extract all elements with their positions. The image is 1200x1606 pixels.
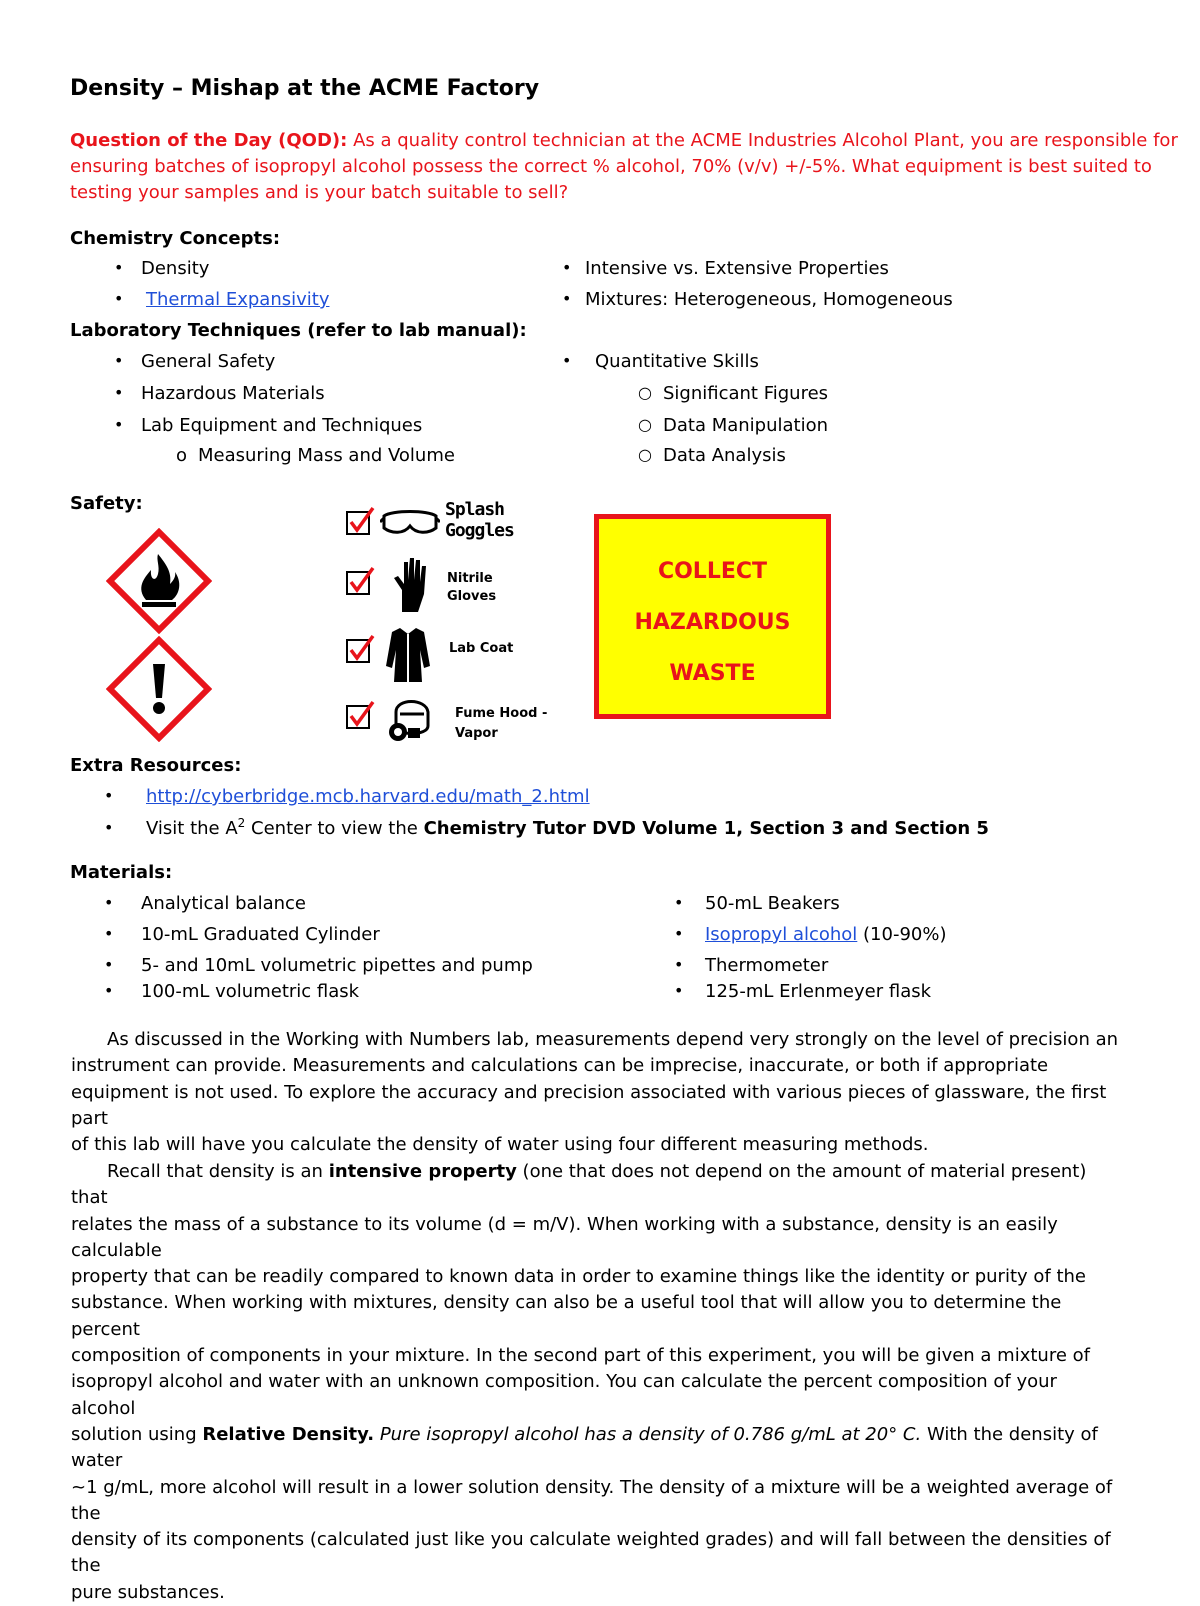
density-paragraph [71, 1159, 1121, 1606]
checkbox-checked-icon [345, 634, 377, 664]
para1-line: instrument can provide. Measurements and calculations can be imprecise, inaccurate, or both if appropriate [71, 1055, 1049, 1077]
para2-text: solution using [71, 1423, 203, 1445]
material-thermometer: Thermometer [705, 955, 829, 976]
visit-mid: Center to view the [245, 818, 424, 839]
para1-line: of this lab will have you calculate the density of water using four different measuring methods. [71, 1134, 929, 1156]
bullet-icon: • [562, 258, 572, 277]
bullet-icon: • [114, 351, 124, 370]
hazardous-waste-sign [594, 514, 831, 719]
safety-heading: Safety: [70, 493, 143, 514]
para2-text: Recall that density is an [107, 1161, 329, 1182]
para1-line: equipment is not used. To explore the accuracy and precision associated with various pieces of glassware, the first part [71, 1081, 1107, 1129]
para2-text: (one that does not depend on the amount of material present) that [71, 1161, 1087, 1209]
relative-density-term: Relative Density. [202, 1423, 375, 1445]
qod-label: Question of the Day (QOD): [70, 130, 348, 151]
intro-paragraph [71, 1027, 1121, 1158]
skill-analysis: Data Analysis [663, 445, 786, 466]
bullet-icon: • [104, 981, 114, 1000]
bullet-icon: • [674, 924, 684, 943]
technique-measuring: Measuring Mass and Volume [198, 445, 455, 466]
intensive-property-term: intensive property [328, 1161, 517, 1182]
waste-line-2: HAZARDOUS [634, 610, 791, 635]
dvd-title: Chemistry Tutor DVD Volume 1, Section 3 and Section 5 [423, 818, 989, 839]
dvd-resource [146, 818, 989, 840]
material-isopropyl [705, 924, 947, 946]
qod-line-2: ensuring batches of isopropyl alcohol possess the correct % alcohol, 70% (v/v) +/-5%. What equipment is best suited to [70, 156, 1152, 177]
para2-line: relates the mass of a substance to its volume (d = m/V). When working with a substance, density is an easily calculable [71, 1213, 1058, 1261]
bullet-icon: • [104, 818, 114, 837]
gloves-label-2: Gloves [447, 589, 497, 604]
para2-line: density of its components (calculated just like you calculate weighted grades) and will fall between the densities of the [71, 1529, 1111, 1577]
fume-hood-label-2: Vapor [455, 726, 498, 741]
material-beakers: 50-mL Beakers [705, 893, 840, 914]
bullet-icon: • [562, 289, 572, 308]
para2-line: property that can be readily compared to known data in order to examine things like the identity or purity of the [71, 1266, 1086, 1288]
para2-line: ~1 g/mL, more alcohol will result in a lower solution density. The density of a mixture will be a weighted average of the [71, 1476, 1113, 1524]
bullet-icon: • [104, 786, 114, 805]
material-erlenmeyer: 125-mL Erlenmeyer flask [705, 981, 932, 1002]
superscript-2: 2 [237, 816, 246, 830]
visit-text: Visit the A [146, 818, 238, 839]
bullet-icon: • [674, 893, 684, 912]
technique-equipment: Lab Equipment and Techniques [141, 415, 423, 436]
checkbox-checked-icon [345, 506, 377, 536]
respirator-icon [386, 692, 436, 744]
concepts-heading: Chemistry Concepts: [70, 228, 281, 249]
para2-line: pure substances. [71, 1581, 225, 1603]
concept-mixtures: Mixtures: Heterogeneous, Homogeneous [585, 289, 953, 310]
goggles-label-1: Splash [445, 499, 505, 520]
material-balance: Analytical balance [141, 893, 306, 914]
bullet-icon: • [104, 924, 114, 943]
bullet-icon: • [114, 289, 124, 308]
isopropyl-range: (10-90%) [857, 924, 947, 945]
fume-hood-label-1: Fume Hood - [455, 706, 548, 721]
qod-text-1: As a quality control technician at the ACME Industries Alcohol Plant, you are responsible for [353, 130, 1178, 151]
circle-bullet-icon: ○ [638, 415, 652, 434]
checkbox-checked-icon [345, 700, 377, 730]
para2-line [71, 1159, 1121, 1212]
para2-line [71, 1422, 1121, 1475]
para2-line: composition of components in your mixture. In the second part of this experiment, you will be given a mixture of [71, 1345, 1090, 1367]
concept-density: Density [141, 258, 210, 279]
para2-text: With the density of water [71, 1423, 1098, 1472]
lab-coat-icon [384, 626, 432, 682]
isopropyl-density-note: Pure isopropyl alcohol has a density of 0.786 g/mL at 20° C. [374, 1423, 922, 1445]
cyberbridge-link[interactable]: http://cyberbridge.mcb.harvard.edu/math_2.html [146, 786, 590, 807]
waste-line-3: WASTE [669, 661, 756, 686]
technique-hazardous: Hazardous Materials [141, 383, 325, 404]
gloves-label-1: Nitrile [447, 571, 493, 586]
material-pipettes: 5- and 10mL volumetric pipettes and pump [141, 955, 533, 976]
qod-line-1 [70, 130, 1178, 152]
bullet-icon: • [674, 955, 684, 974]
checkbox-checked-icon [345, 566, 377, 596]
bullet-icon: • [114, 383, 124, 402]
circle-bullet-icon: ○ [638, 445, 652, 464]
goggles-label-2: Goggles [445, 520, 514, 541]
material-flask: 100-mL volumetric flask [141, 981, 360, 1002]
flammable-icon [106, 528, 212, 634]
para1-line [71, 1027, 1121, 1053]
document-title: Density – Mishap at the ACME Factory [70, 76, 540, 101]
concept-intensive: Intensive vs. Extensive Properties [585, 258, 889, 279]
thermal-expansivity-link[interactable]: Thermal Expansivity [146, 289, 330, 310]
bullet-icon: • [562, 351, 572, 370]
isopropyl-alcohol-link[interactable]: Isopropyl alcohol [705, 924, 858, 945]
gloves-icon [392, 556, 428, 612]
resources-heading: Extra Resources: [70, 755, 242, 776]
material-cylinder: 10-mL Graduated Cylinder [141, 924, 380, 945]
para2-line: isopropyl alcohol and water with an unknown composition. You can calculate the percent composition of your alcohol [71, 1371, 1057, 1419]
bullet-icon: • [114, 258, 124, 277]
goggles-icon [380, 504, 440, 540]
qod-line-3: testing your samples and is your batch suitable to sell? [70, 182, 569, 203]
waste-line-1: COLLECT [657, 559, 768, 584]
bullet-icon: • [674, 981, 684, 1000]
techniques-heading: Laboratory Techniques (refer to lab manual): [70, 320, 527, 341]
skill-manipulation: Data Manipulation [663, 415, 829, 436]
exclamation-hazard-icon [106, 636, 212, 742]
lab-coat-label: Lab Coat [449, 641, 514, 656]
circle-bullet-icon: ○ [638, 383, 652, 402]
technique-quantitative: Quantitative Skills [595, 351, 759, 372]
bullet-icon: • [114, 415, 124, 434]
bullet-icon: • [104, 893, 114, 912]
para2-line: substance. When working with mixtures, density can also be a useful tool that will allow you to determine the percent [71, 1292, 1062, 1340]
bullet-icon: • [104, 955, 114, 974]
sub-bullet-icon: o [176, 445, 188, 466]
para1-text: As discussed in the Working with Numbers lab, measurements depend very strongly on the level of precision an [107, 1029, 1119, 1050]
skill-sigfigs: Significant Figures [663, 383, 829, 404]
materials-heading: Materials: [70, 862, 173, 883]
technique-safety: General Safety [141, 351, 276, 372]
